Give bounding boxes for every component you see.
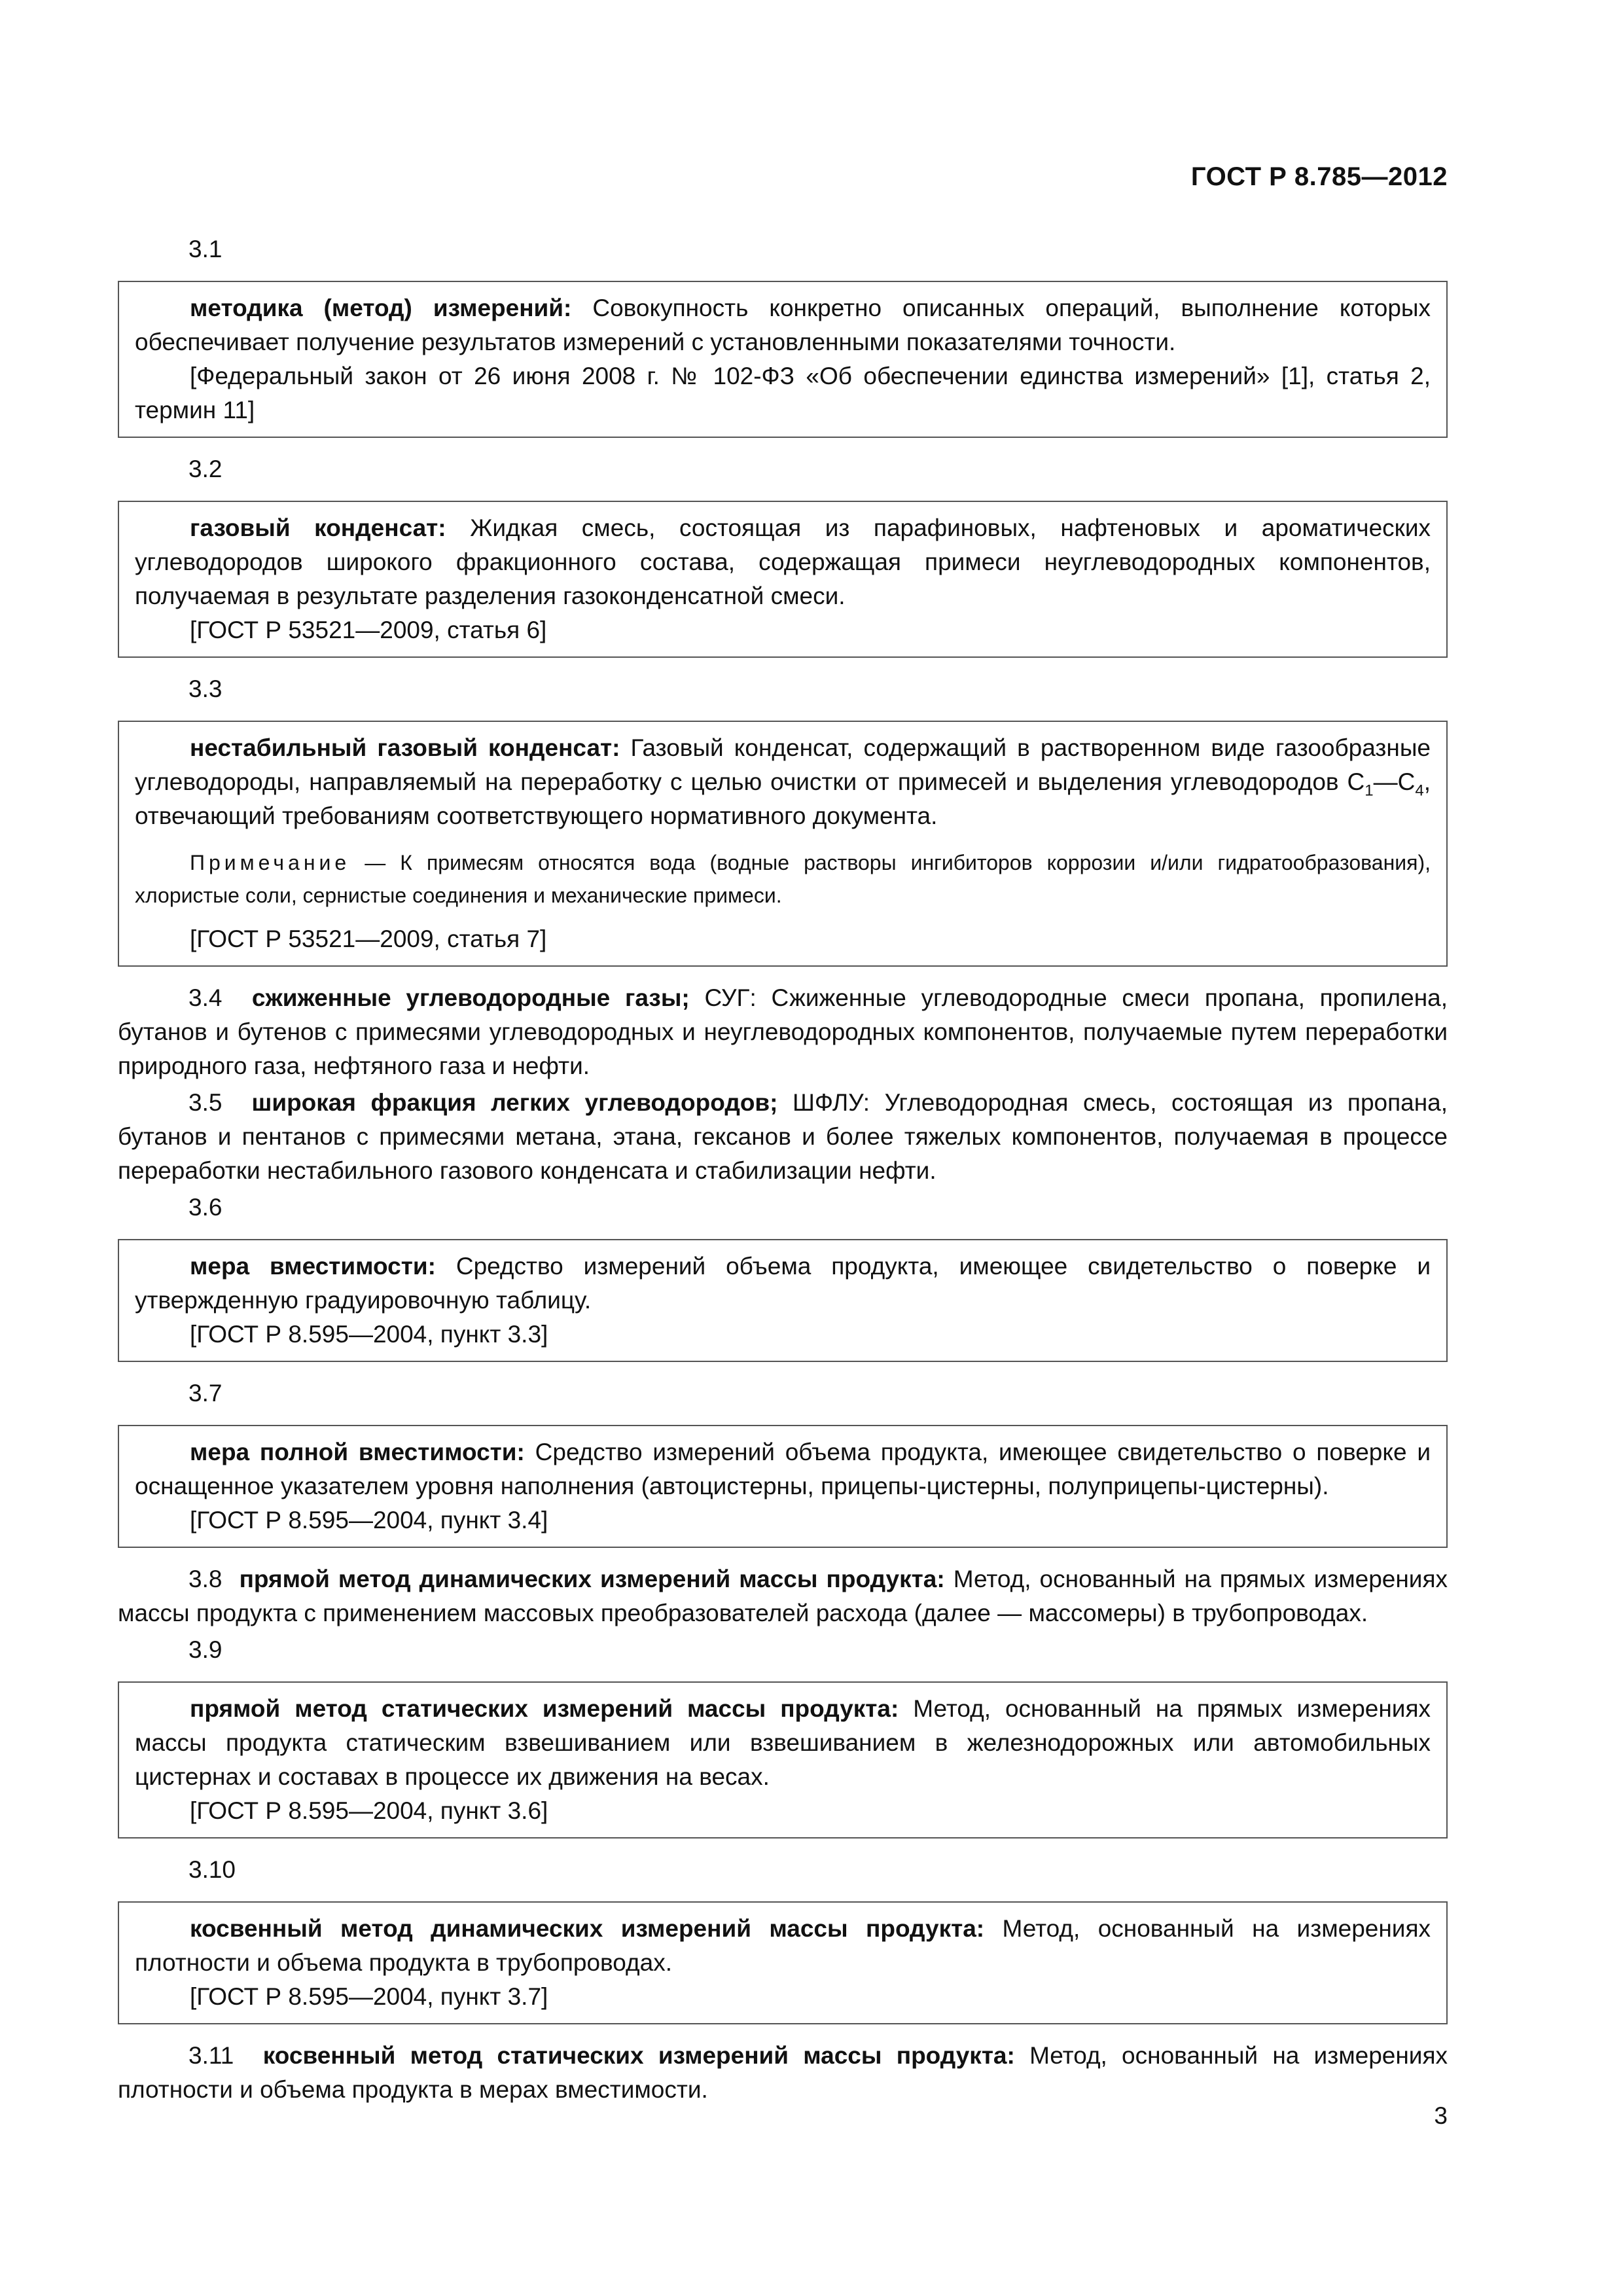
term-source: [ГОСТ Р 53521—2009, статья 6] [190, 617, 547, 643]
term-title: нестабильный газовый конденсат: [190, 734, 620, 761]
term-number: 3.9 [188, 1636, 223, 1663]
document-id: ГОСТ Р 8.785—2012 [1190, 162, 1448, 191]
term-title: широкая фракция легких углеводородов; [251, 1089, 778, 1116]
term-text: Средство измерений объема продукта, имеющее свидетельство о поверке и оснащенное указателем уровня наполнения (автоцистерны, прицепы-цистерны, полуприцепы-цистерны). [135, 1439, 1431, 1499]
page-number: 3 [1434, 2102, 1448, 2129]
term-paragraph [118, 1562, 1448, 1630]
term-number: 3.11 [188, 2042, 234, 2069]
term-title: сжиженные углеводородные газы; [251, 984, 690, 1011]
subscript: 4 [1415, 781, 1424, 800]
term-source: [Федеральный закон от 26 июня 2008 г. № 102-ФЗ «Об обеспечении единства измерений» [1], статья 2, термин 11] [135, 363, 1431, 423]
term-definition [118, 1562, 1448, 1630]
term-number: 3.6 [188, 1194, 223, 1221]
term-definition [135, 1435, 1431, 1503]
term-title: косвенный метод статических измерений массы продукта: [262, 2042, 1015, 2069]
term-definition [135, 1692, 1431, 1794]
term-paragraph [118, 1086, 1448, 1188]
term-number: 3.1 [188, 236, 223, 262]
term-title: прямой метод динамических измерений массы продукта: [239, 1566, 945, 1592]
term-number: 3.4 [188, 984, 223, 1011]
term-paragraph [118, 981, 1448, 1083]
term-number: 3.8 [188, 1566, 223, 1592]
term-note [135, 846, 1431, 912]
term-text: Жидкая смесь, состоящая из парафиновых, нафтеновых и ароматических углеводородов широкого фракционного состава, содержащая примеси неуглеводородных компонентов, получаемая в результате разделения газоконденсатной смеси. [135, 514, 1431, 609]
term-box [118, 1239, 1448, 1362]
term-title: мера вместимости: [190, 1253, 436, 1280]
term-title: методика (метод) измерений: [190, 295, 572, 321]
term-definition [118, 981, 1448, 1083]
term-box [118, 1681, 1448, 1839]
term-title: мера полной вместимости: [190, 1439, 525, 1465]
term-text: Газовый конденсат, содержащий в растворенном виде газообразные углеводороды, направляемый на переработку с целью очистки от примесей и выделения углеводородов С [135, 734, 1431, 795]
document-page [118, 0, 1448, 2296]
term-text: Метод, основанный на измерениях плотности и объема продукта в мерах вместимости. [118, 2042, 1448, 2103]
term-source: [ГОСТ Р 53521—2009, статья 7] [190, 925, 547, 952]
term-definition [135, 1912, 1431, 1980]
term-source: [ГОСТ Р 8.595—2004, пункт 3.4] [190, 1507, 548, 1534]
term-box [118, 721, 1448, 967]
term-title: прямой метод статических измерений массы продукта: [190, 1695, 899, 1722]
term-number: 3.7 [188, 1380, 223, 1407]
term-text: Метод, основанный на прямых измерениях массы продукта с применением массовых преобразователей расхода (далее — массомеры) в трубопроводах. [118, 1566, 1448, 1626]
term-source: [ГОСТ Р 8.595—2004, пункт 3.3] [190, 1321, 548, 1348]
term-title: газовый конденсат: [190, 514, 446, 541]
term-box [118, 1425, 1448, 1548]
term-definition [135, 731, 1431, 833]
term-definition [118, 2039, 1448, 2107]
term-definition [118, 1086, 1448, 1188]
term-text: Метод, основанный на прямых измерениях массы продукта статическим взвешиванием или взвешиванием в железнодорожных или автомобильных цистернах и составах в процессе их движения на весах. [135, 1695, 1431, 1790]
term-source: [ГОСТ Р 8.595—2004, пункт 3.6] [190, 1797, 548, 1824]
subscript: 1 [1364, 781, 1374, 800]
term-definition [135, 1249, 1431, 1318]
term-definition [135, 511, 1431, 613]
term-text: —С [1373, 768, 1416, 795]
terms-section [118, 232, 1448, 2109]
term-definition [135, 291, 1431, 359]
term-text: Средство измерений объема продукта, имеющее свидетельство о поверке и утвержденную градуировочную таблицу. [135, 1253, 1431, 1314]
term-paragraph [118, 2039, 1448, 2107]
term-title: косвенный метод динамических измерений массы продукта: [190, 1915, 985, 1942]
term-box [118, 281, 1448, 438]
term-text: Совокупность конкретно описанных операций, выполнение которых обеспечивает получение результатов измерений с установленными показателями точности. [135, 295, 1431, 355]
term-number: 3.10 [188, 1856, 236, 1883]
term-box [118, 1901, 1448, 2024]
term-box [118, 501, 1448, 658]
note-label: Примечание [190, 851, 351, 874]
term-source: [ГОСТ Р 8.595—2004, пункт 3.7] [190, 1983, 548, 2010]
term-number: 3.2 [188, 456, 223, 482]
term-text: СУГ: Сжиженные углеводородные смеси пропана, пропилена, бутанов и бутенов с примесями углеводородных и неуглеводородных компонентов, получаемые путем переработки природного газа, нефтяного газа и нефти. [118, 984, 1448, 1079]
term-text: , отвечающий требованиям соответствующего нормативного документа. [135, 768, 1431, 829]
note-text: — К примесям относятся вода (водные растворы ингибиторов коррозии и/или гидратообразования), хлористые соли, сернистые соединения и механические примеси. [135, 851, 1431, 907]
term-text: Метод, основанный на измерениях плотности и объема продукта в трубопроводах. [135, 1915, 1431, 1976]
term-number: 3.3 [188, 675, 223, 702]
term-text: ШФЛУ: Углеводородная смесь, состоящая из пропана, бутанов и пентанов с примесями метана, этана, гексанов и более тяжелых компонентов, получаемая в процессе переработки нестабильного газового конденсата и стабилизации нефти. [118, 1089, 1448, 1184]
term-number: 3.5 [188, 1089, 223, 1116]
